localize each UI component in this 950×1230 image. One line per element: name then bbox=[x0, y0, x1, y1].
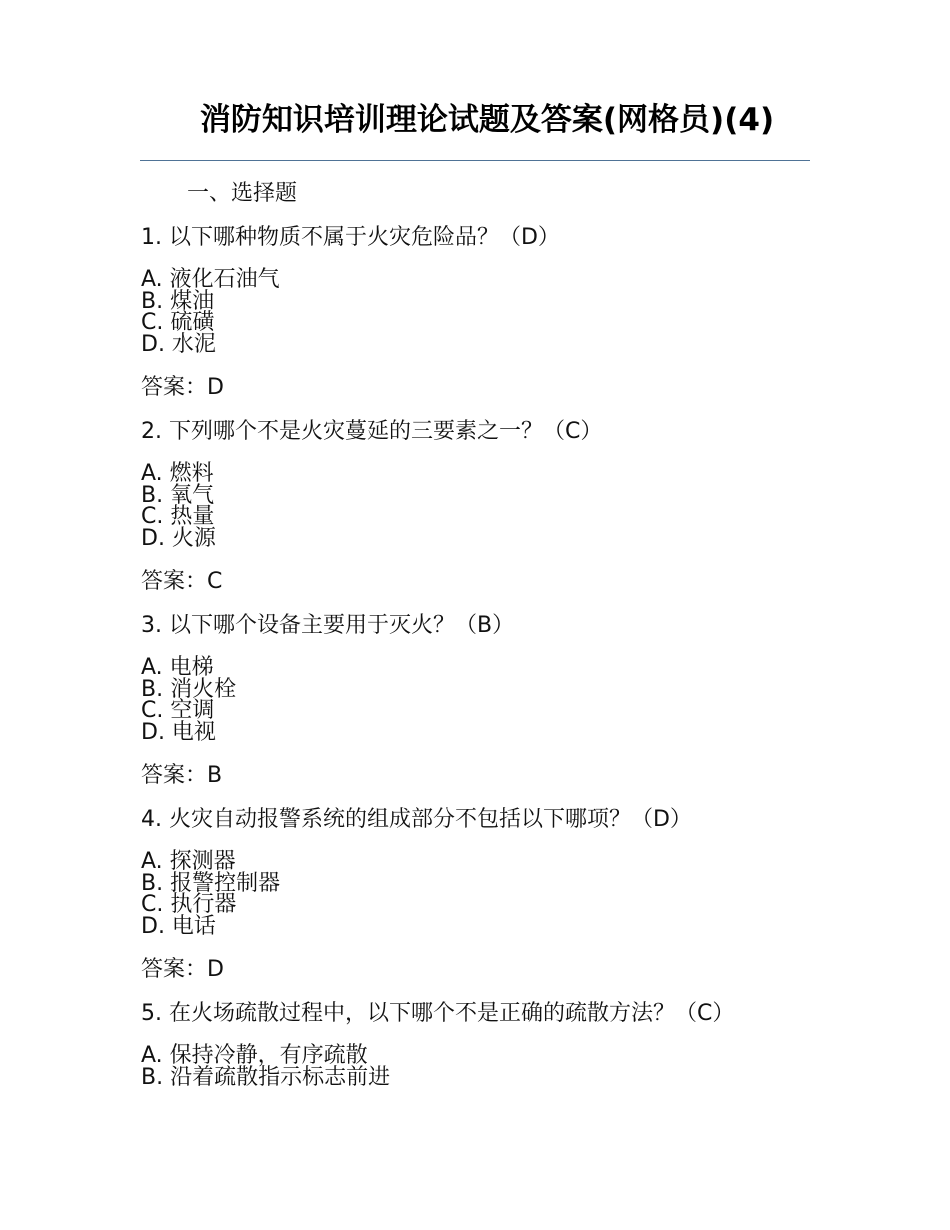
question-text: 5. 在火场疏散过程中，以下哪个不是正确的疏散方法？（C） bbox=[141, 1001, 735, 1026]
option-a: A. 探测器 bbox=[141, 849, 236, 874]
answer-text: 答案：D bbox=[141, 957, 224, 982]
option-d: D. 电话 bbox=[141, 913, 216, 939]
option-a: A. 保持冷静，有序疏散 bbox=[141, 1043, 368, 1068]
answer-text: 答案：B bbox=[141, 763, 223, 788]
question-2 bbox=[141, 418, 821, 596]
question-5 bbox=[141, 1000, 821, 1088]
option-d: D. 电视 bbox=[141, 719, 216, 745]
question-text: 4. 火灾自动报警系统的组成部分不包括以下哪项？（D） bbox=[141, 807, 692, 832]
option-list bbox=[141, 269, 821, 355]
option-list bbox=[141, 657, 821, 743]
question-list bbox=[141, 224, 821, 1104]
option-list bbox=[141, 851, 821, 937]
option-c: C. 空调 bbox=[141, 698, 215, 723]
title-underline bbox=[140, 160, 810, 161]
option-b: B. 氧气 bbox=[141, 482, 215, 508]
question-text: 3. 以下哪个设备主要用于灭火？（B） bbox=[141, 613, 515, 638]
question-text: 2. 下列哪个不是火灾蔓延的三要素之一？（C） bbox=[141, 419, 603, 444]
document-title: 消防知识培训理论试题及答案(网格员)(4) bbox=[199, 102, 775, 138]
option-b: B. 煤油 bbox=[141, 288, 215, 314]
option-a: A. 电梯 bbox=[141, 655, 214, 680]
answer-text: 答案：D bbox=[141, 375, 224, 400]
option-a: A. 液化石油气 bbox=[141, 267, 280, 292]
option-c: C. 热量 bbox=[141, 504, 215, 529]
option-b: B. 消火栓 bbox=[141, 676, 237, 702]
option-b: B. 报警控制器 bbox=[141, 870, 281, 896]
question-3 bbox=[141, 612, 821, 790]
option-d: D. 火源 bbox=[141, 525, 216, 551]
question-4 bbox=[141, 806, 821, 984]
question-1 bbox=[141, 224, 821, 402]
option-list bbox=[141, 1045, 821, 1088]
option-d: D. 水泥 bbox=[141, 331, 216, 357]
option-c: C. 硫磺 bbox=[141, 310, 215, 335]
section-heading: 一、选择题 bbox=[187, 181, 298, 206]
answer-text: 答案：C bbox=[141, 569, 223, 594]
option-b: B. 沿着疏散指示标志前进 bbox=[141, 1064, 391, 1090]
option-c: C. 执行器 bbox=[141, 892, 237, 917]
option-a: A. 燃料 bbox=[141, 461, 214, 486]
question-text: 1. 以下哪种物质不属于火灾危险品？（D） bbox=[141, 225, 560, 250]
option-list bbox=[141, 463, 821, 549]
